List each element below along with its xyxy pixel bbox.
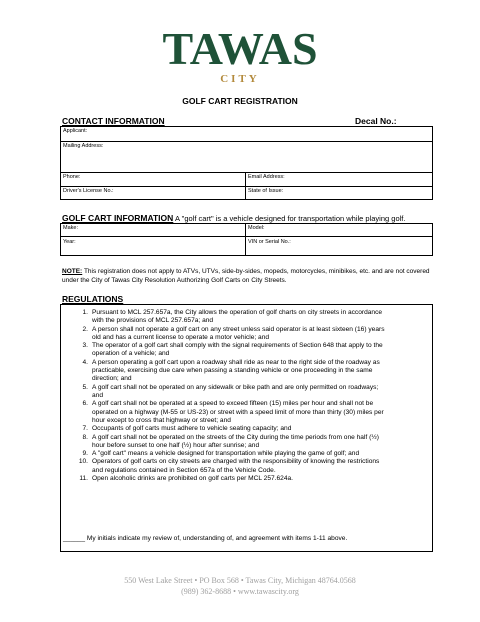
golfcart-heading: GOLF CART INFORMATION xyxy=(62,213,174,223)
regulation-line: hour before sunset to one half (½) hour after sunrise; and xyxy=(92,441,260,449)
regulation-item xyxy=(74,434,429,451)
regulation-line: direction; and xyxy=(92,375,132,383)
regulation-number: 8. xyxy=(82,433,88,441)
regulation-item xyxy=(74,326,429,343)
page-title: GOLF CART REGISTRATION xyxy=(182,96,298,106)
drivers-license-label: Driver's License No.: xyxy=(63,188,114,194)
year-label: Year: xyxy=(63,239,76,245)
regulation-number: 7. xyxy=(82,425,88,433)
regulation-number: 9. xyxy=(82,450,88,458)
regulation-item xyxy=(74,342,429,359)
regulation-line: A golf cart shall not be operated on any sidewalk or bike path and are only permitted on roadways; xyxy=(92,383,379,391)
footer-address: 550 West Lake Street • PO Box 568 • Tawas City, Michigan 48764.0568 xyxy=(124,576,356,585)
golfcart-description: A "golf cart" is a vehicle designed for transportation while playing golf. xyxy=(175,214,406,223)
contact-heading: CONTACT INFORMATION xyxy=(62,116,165,126)
note-text: This registration does not apply to ATVs, UTVs, side-by-sides, mopeds, motorcycles, minibikes, etc. and are not covered under the City of Tawas City Resolution Authorizing Golf Carts on City Streets. xyxy=(62,268,430,284)
regulation-number: 2. xyxy=(82,325,88,333)
regulation-item xyxy=(74,475,429,483)
decal-label: Decal No.: xyxy=(355,116,397,126)
initials-acknowledgement[interactable]: ______ My initials indicate my review of, understanding of, and agreement with items 1-11 above. xyxy=(63,535,348,542)
regulation-line: A person shall not operate a golf cart on any street unless said operator is at least sixteen (16) years xyxy=(92,325,385,333)
regulation-line: practicable, exercising due care when passing a standing vehicle or one proceeding in the same xyxy=(92,367,373,375)
applicant-field[interactable] xyxy=(61,127,432,141)
regulation-item xyxy=(74,458,429,475)
model-field[interactable] xyxy=(246,224,432,236)
regulations-heading: REGULATIONS xyxy=(62,294,124,304)
regulation-text xyxy=(92,475,427,483)
regulation-text xyxy=(92,450,427,458)
regulation-line: hour except to cross that highway or street; and xyxy=(92,416,231,424)
regulation-line: operated on a highway (M-55 or US-23) or street with a speed limit of more than thirty (30) miles per xyxy=(92,408,384,416)
phone-field[interactable] xyxy=(61,173,245,186)
regulation-line: Pursuant to MCL 257.657a, the City allows the operation of golf charts on city streets in accordance xyxy=(92,309,383,316)
golfcart-form xyxy=(60,223,433,256)
regulation-number: 5. xyxy=(82,383,88,391)
state-of-issue-field[interactable] xyxy=(246,187,432,199)
regulation-item xyxy=(74,359,429,384)
regulation-item xyxy=(74,425,429,433)
state-of-issue-label: State of Issue: xyxy=(248,188,284,194)
regulation-number: 4. xyxy=(82,358,88,366)
email-field[interactable] xyxy=(246,173,432,186)
year-field[interactable] xyxy=(61,238,245,255)
regulation-line: A "golf cart" means a vehicle designed for transportation while playing the game of golf; and xyxy=(92,450,360,458)
footer-contact: (989) 362-8688 • www.tawascity.org xyxy=(181,587,299,596)
regulation-number: 10. xyxy=(78,458,88,466)
regulation-text xyxy=(92,326,427,343)
logo-wordmark: TAWAS xyxy=(162,23,318,74)
drivers-license-field[interactable] xyxy=(61,187,245,199)
regulation-line: old and has a current license to operate a motor vehicle; and xyxy=(92,333,270,341)
vin-label: VIN or Serial No.: xyxy=(248,239,291,245)
regulation-line: Operators of golf carts on city streets are charged with the responsibility of knowing the restrictions xyxy=(92,458,380,466)
applicant-label: Applicant: xyxy=(63,128,88,134)
regulation-line: and regulations contained in Section 657a of the Vehicle Code. xyxy=(92,466,276,474)
regulations-box xyxy=(60,304,433,552)
contact-form xyxy=(60,126,433,200)
regulation-text xyxy=(92,359,427,384)
regulation-item xyxy=(74,309,429,326)
phone-label: Phone: xyxy=(63,174,81,180)
regulation-item xyxy=(74,400,429,425)
regulation-line: A golf cart shall not be operated at a speed to exceed fifteen (15) miles per hour and shall not be xyxy=(92,400,374,408)
regulation-text xyxy=(92,425,427,433)
model-label: Model: xyxy=(248,225,265,231)
make-label: Make: xyxy=(63,225,78,231)
regulation-number: 6. xyxy=(82,400,88,408)
regulation-text xyxy=(92,342,427,359)
regulation-number: 11. xyxy=(79,475,88,482)
email-label: Email Address: xyxy=(248,174,285,180)
regulation-text xyxy=(92,458,427,475)
regulation-item xyxy=(74,384,429,401)
regulation-text xyxy=(92,309,427,326)
mailing-address-label: Mailing Address: xyxy=(63,143,104,149)
vin-field[interactable] xyxy=(246,238,432,255)
regulation-line: with the provisions of MCL 257.657a; and xyxy=(92,317,214,325)
note-label: NOTE: xyxy=(62,268,83,275)
regulation-line: operation of a vehicle; and xyxy=(92,350,170,358)
regulation-line: A golf cart shall not be operated on the streets of the City during the time periods from one half (½) xyxy=(92,433,379,441)
regulation-text xyxy=(92,434,427,451)
logo-subtitle: CITY xyxy=(220,73,260,85)
regulation-line: The operator of a golf cart shall comply with the signal requirements of Section 648 that apply to the xyxy=(92,342,383,350)
regulation-item xyxy=(74,450,429,458)
make-field[interactable] xyxy=(61,224,245,236)
regulation-number: 3. xyxy=(82,342,88,350)
regulation-line: Occupants of golf carts must adhere to vehicle seating capacity; and xyxy=(92,425,292,433)
regulation-line: and xyxy=(92,391,104,399)
regulation-text xyxy=(92,400,427,425)
regulation-line: Open alcoholic drinks are prohibited on golf carts per MCL 257.624a. xyxy=(92,475,293,482)
regulation-text xyxy=(92,384,427,401)
note-paragraph xyxy=(62,267,432,285)
regulation-line: A person operating a golf cart upon a roadway shall ride as near to the right side of the roadway as xyxy=(92,358,380,366)
mailing-address-field[interactable] xyxy=(61,142,432,172)
regulation-number: 1. xyxy=(82,309,88,316)
